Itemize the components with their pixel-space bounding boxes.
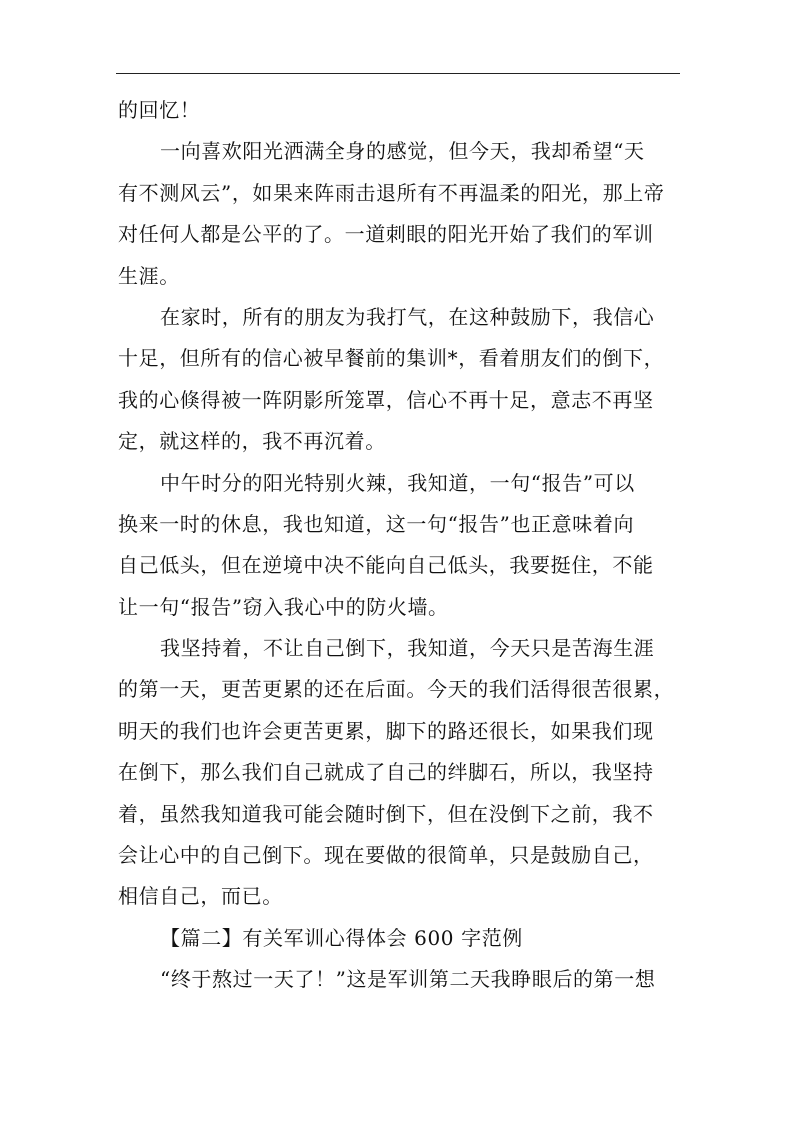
text-line: 十足，但所有的信心被早餐前的集训*，看着朋友们的倒下， — [118, 346, 665, 371]
document-body — [118, 90, 678, 1001]
text-line: 我坚持着，不让自己倒下，我知道，今天只是苦海生涯 — [160, 636, 655, 661]
text-line: 自己低头，但在逆境中决不能向自己低头，我要挺住，不能 — [118, 553, 654, 578]
body-text — [118, 90, 678, 1001]
text-line: 会让心中的自己倒下。现在要做的很简单，只是鼓励自己， — [118, 843, 654, 868]
header-rule — [116, 73, 680, 74]
text-line: 生涯。 — [118, 263, 180, 288]
text-line: 定，就这样的，我不再沉着。 — [118, 429, 386, 454]
text-line: 有不测风云”，如果来阵雨击退所有不再温柔的阳光，那上帝 — [118, 180, 665, 205]
text-line: 一向喜欢阳光洒满全身的感觉，但今天，我却希望“天 — [160, 139, 645, 164]
text-line: 明天的我们也许会更苦更累，脚下的路还很长，如果我们现 — [118, 718, 654, 743]
text-line: 换来一时的休息，我也知道，这一句“报告”也正意味着向 — [118, 511, 635, 536]
text-line: 着，虽然我知道我可能会随时倒下，但在没倒下之前，我不 — [118, 801, 654, 826]
text-line: 相信自己，而已。 — [118, 884, 283, 909]
text-line: “终于熬过一天了！”这是军训第二天我睁眼后的第一想 — [160, 967, 656, 992]
text-line: 对任何人都是公平的了。一道刺眼的阳光开始了我们的军训 — [118, 222, 654, 247]
text-line: 我的心倏得被一阵阴影所笼罩，信心不再十足，意志不再坚 — [118, 387, 654, 412]
text-line: 在倒下，那么我们自己就成了自己的绊脚石，所以，我坚持 — [118, 760, 654, 785]
text-line: 的回忆！ — [118, 98, 201, 122]
text-line: 让一句“报告”窃入我心中的防火墙。 — [118, 594, 449, 619]
text-line: 中午时分的阳光特别火辣，我知道，一句“报告”可以 — [160, 470, 635, 495]
text-line: 的第一天，更苦更累的还在后面。今天的我们活得很苦很累， — [118, 677, 675, 702]
text-line: 在家时，所有的朋友为我打气，在这种鼓励下，我信心 — [160, 304, 655, 329]
section-heading: 【篇二】有关军训心得体会 600 字范例 — [160, 925, 523, 950]
